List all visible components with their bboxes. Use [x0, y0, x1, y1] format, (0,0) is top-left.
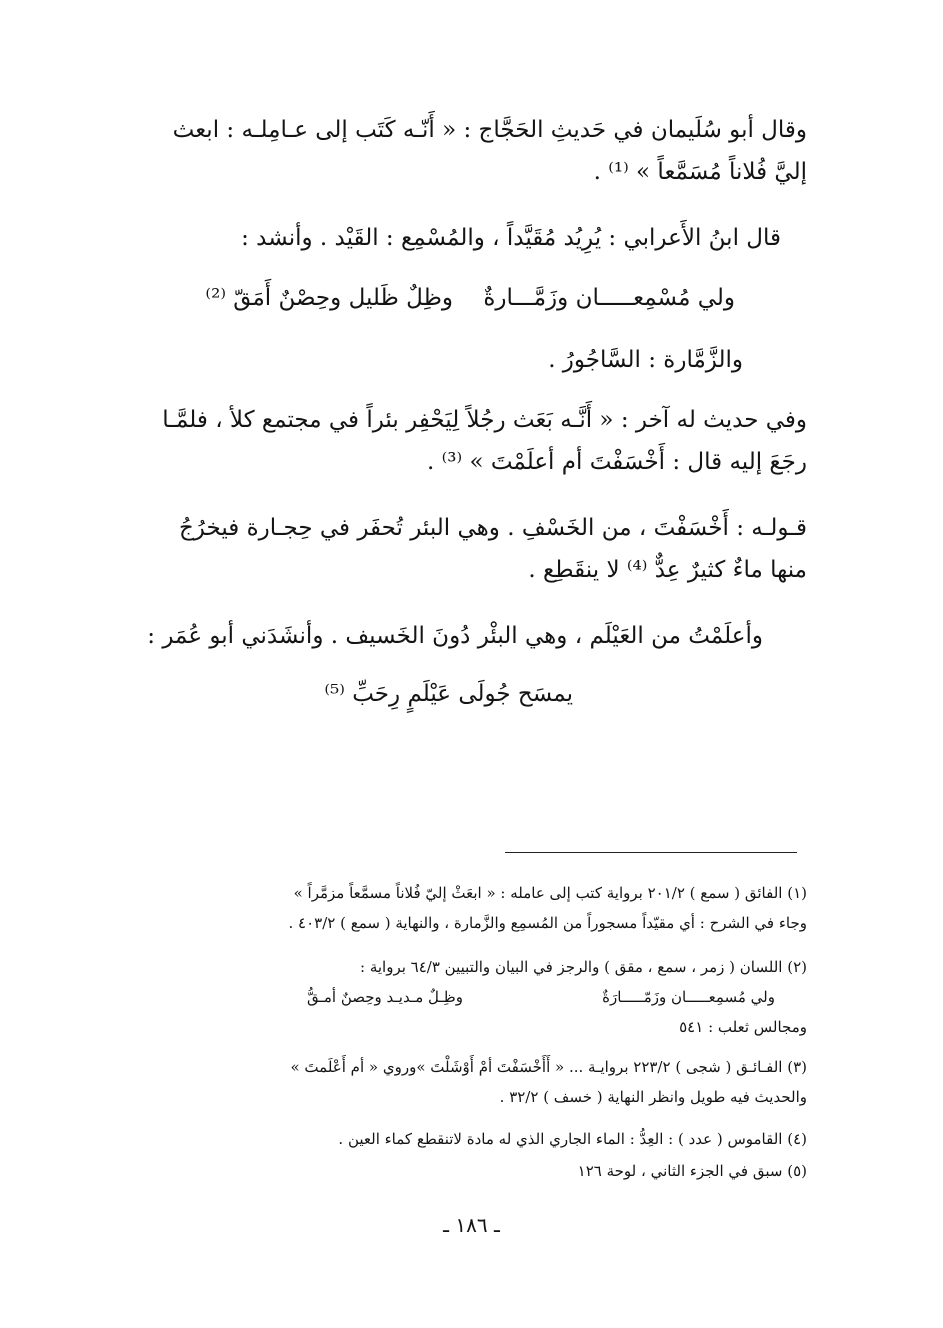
footnote-3-line2: والحديث فيه طويل وانظر النهاية ( خسف ) ٣٢/٢ .	[499, 1088, 807, 1106]
footnote-2-verse-right: ولي مُسمِعـــــان وزَمّـــــارَةٌ	[602, 988, 775, 1006]
footnote-3-line1: (٣) الفـائـق ( شجى ) ٢٢٣/٢ بروايـة ... « أَأَخْسَفْتَ أمْ أَوْشَلْتَ »وروي « أم أَعْلَمتَ »	[290, 1058, 807, 1076]
footnote-separator	[505, 852, 797, 853]
p1-line1: وقال أبو سُلَيمان في حَديثِ الحَجَّاج : « أَنّـه كَتَب إلى عـامِلـه : ابعث	[172, 117, 807, 143]
footnote-1-line1: (١) الفائق ( سمع ) ٢٠١/٢ برواية كتب إلى عامله : « ابعَثْ إليّ فُلاناً مسمَّعاً مزمَّراً »	[293, 884, 807, 902]
footnote-4-line1: (٤) القاموس ( عدد ) : العِدُّ : الماء الجاري الذي له مادة لاتنقطع كماء العين .	[338, 1130, 807, 1148]
p4-line1: وفي حديث له آخر : « أَنَّـه بَعَث رجُلاً لِيَحْفِر بئراً في مجتمع كلأ ، فلمَّـا	[162, 407, 807, 433]
p3-line1: والزَّمَّارة : السَّاجُورُ .	[548, 347, 743, 373]
verse1-left-hemistich: وظِلٌ ظَليل وحِصْنٌ أَمَقّ ⁽²⁾	[205, 285, 453, 311]
page-number: ـ ١٨٦ ـ	[443, 1213, 500, 1237]
footnote-2-verse-left: وظِـلٌ مـديـد وحِصنٌ أمـقُّ	[306, 988, 463, 1006]
p5-line2: منها ماءٌ كثيرٌ عِدٌّ ⁽⁴⁾ لا ينقَطِع .	[528, 557, 807, 583]
p6-line1: وأعلَمْتُ من العَيْلَم ، وهي البئْر دُونَ الخَسيف . وأنشَدَني أبو عُمَر :	[147, 623, 763, 649]
footnote-5-line1: (٥) سبق في الجزء الثاني ، لوحة ١٢٦	[577, 1162, 807, 1180]
verse2: يمسَح جُولَى عَيْلَمٍ رِحَبِّ ⁽⁵⁾	[324, 681, 573, 707]
p1-line2: إليَّ فُلاناً مُسَمَّعاً » ⁽¹⁾ .	[593, 159, 807, 185]
footnote-2-line3: ومجالس ثعلب : ٥٤١	[679, 1018, 807, 1036]
p5-line1: قـولـه : أَخْسَفْتَ ، من الخَسْفِ . وهي البئر تُحفَر في حِجـارة فيخرُجُ	[178, 515, 807, 541]
verse1-right-hemistich: ولي مُسْمِعـــــان وزَمَّـــارةٌ	[483, 285, 735, 311]
footnote-2-line1: (٢) اللسان ( زمر ، سمع ، مقق ) والرجز في البيان والتبيين ٦٤/٣ برواية :	[360, 958, 807, 976]
p4-line2: رجَعَ إليه قال : أَخْسَفْتَ أم أعلَمْتَ » ⁽³⁾ .	[426, 449, 807, 475]
footnote-1-line2: وجاء في الشرح : أي مقيّداً مسجوراً من المُسمِع والزَّمارة ، والنهاية ( سمع ) ٤٠٣/٢ .	[288, 914, 807, 932]
p2-line1: قال ابنُ الأَعرابي : يُرِيُد مُقَيَّداً ، والمُسْمِع : القَيْد . وأنشد :	[241, 225, 781, 251]
